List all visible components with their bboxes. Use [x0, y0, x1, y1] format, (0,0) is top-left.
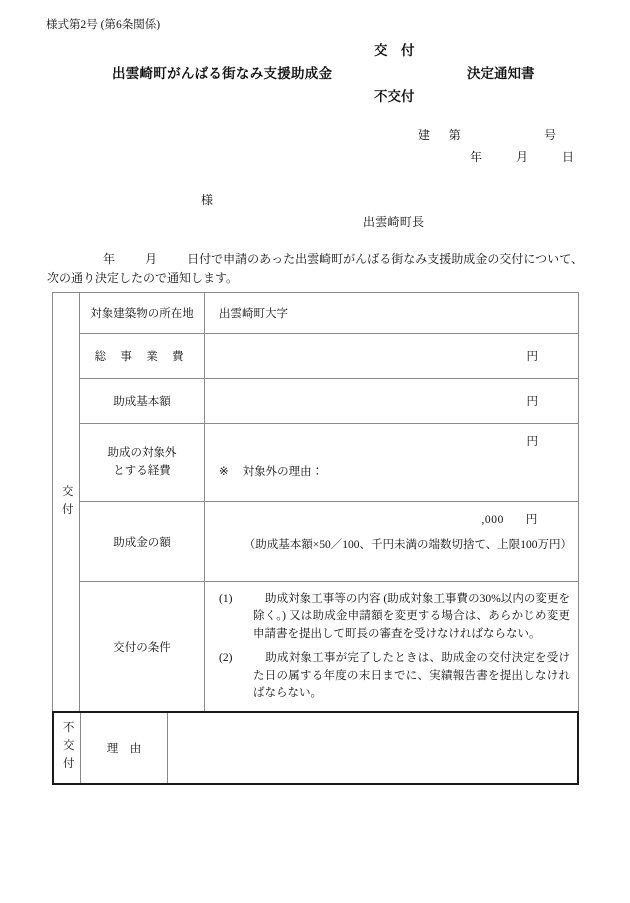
location-value: 出雲崎町大字: [219, 308, 288, 320]
rejection-reason-table: [52, 711, 579, 785]
subsidy-amount-unit: 円: [525, 514, 538, 526]
document-number-line: [418, 126, 556, 143]
excluded-expenses-label-line2: とする経費: [113, 464, 171, 477]
row-value-total-cost[interactable]: [205, 334, 579, 379]
document-number-suffix: 号: [544, 128, 557, 142]
condition-item: [219, 650, 570, 702]
condition-body: 助成対象工事等の内容 (助成対象工事費の30%以内の変更を除く。) 又は助成金申請額を変更する場合は、あらかじめ変更申請書を提出して町長の審査を受けなければならない。: [253, 593, 570, 640]
addressee-honorific: 様: [201, 193, 214, 207]
title-option-reject: 不交付: [374, 89, 415, 104]
excluded-reason-label: 対象外の理由：: [242, 466, 324, 478]
excluded-expenses-unit: 円: [526, 436, 538, 448]
date-day-label: 日: [562, 150, 575, 164]
table-row-base-amount: [53, 379, 579, 424]
intro-body: 日付で申請のあった出雲崎町がんばる街なみ支援助成金の交付について、次の通り決定したので通知します。: [47, 252, 583, 286]
row-label-base-amount: 助成基本額: [80, 379, 205, 424]
row-label-location: 対象建築物の所在地: [80, 293, 205, 334]
row-label-excluded-expenses: [80, 424, 205, 502]
condition-text: [253, 591, 570, 643]
reason-marker-icon: ※: [219, 466, 229, 478]
title-subject: 出雲崎町がんばる街なみ支援助成金: [112, 66, 333, 81]
table-side-label-cell: [53, 293, 80, 713]
table-side-label: 交付: [60, 484, 73, 521]
conditions-list: [205, 582, 578, 712]
rejection-side-label: 不交付: [61, 721, 74, 775]
subsidy-amount-line: [205, 511, 578, 527]
document-number-prefix: 建 第: [418, 128, 465, 142]
table-row-total-cost: [53, 334, 579, 379]
date-month-label: 月: [516, 150, 529, 164]
title-option-grant: 交 付: [374, 43, 415, 58]
table-row-excluded-expenses: [53, 424, 579, 502]
rejection-side-label-cell: [53, 712, 81, 784]
date-year-label: 年: [470, 150, 483, 164]
document-title: [112, 38, 582, 108]
intro-year: 年: [103, 252, 116, 266]
base-amount-unit: 円: [526, 396, 538, 408]
row-value-base-amount[interactable]: [205, 379, 579, 424]
issuer-name: 出雲崎町長: [363, 215, 425, 229]
table-row-rejection: [53, 712, 578, 784]
form-number: 様式第2号 (第6条関係): [46, 19, 161, 31]
total-cost-label: 総 事 業 費: [94, 351, 190, 363]
row-label-conditions: 交付の条件: [80, 582, 205, 713]
total-cost-unit: 円: [526, 351, 538, 363]
condition-number: (2): [219, 652, 233, 665]
condition-number: (1): [219, 593, 233, 605]
row-label-total-cost: [80, 334, 205, 379]
table-row-location: [53, 293, 579, 334]
row-value-excluded-expenses[interactable]: [205, 424, 579, 502]
intro-paragraph: [47, 250, 583, 289]
title-suffix: 決定通知書: [467, 66, 535, 81]
grant-decision-table: [52, 292, 579, 713]
document-date-line: [470, 148, 574, 165]
excluded-expenses-label-line1: 助成の対象外: [107, 446, 177, 459]
condition-body: 助成対象工事が完了したときは、助成金の交付決定を受けた日の属する年度の末日までに、実績報告書を提出しなければならない。: [253, 652, 570, 700]
table-row-conditions: [53, 582, 579, 713]
row-value-location[interactable]: [205, 293, 579, 334]
condition-item: [219, 591, 570, 643]
condition-text: [253, 650, 570, 702]
row-label-subsidy-amount: 助成金の額: [80, 502, 205, 582]
intro-month: 月: [145, 252, 158, 266]
rejection-reason-label: 理 由: [81, 712, 168, 784]
subsidy-amount-note: （助成基本額×50／100、千円未満の端数切捨て、上限100万円）: [243, 539, 572, 551]
excluded-reason-line: [205, 463, 578, 479]
table-row-subsidy-amount: [53, 502, 579, 582]
row-value-conditions: [205, 582, 579, 713]
rejection-reason-value[interactable]: [168, 712, 579, 784]
subsidy-amount-suffix: ,000: [481, 514, 504, 526]
row-value-subsidy-amount[interactable]: [205, 502, 579, 582]
